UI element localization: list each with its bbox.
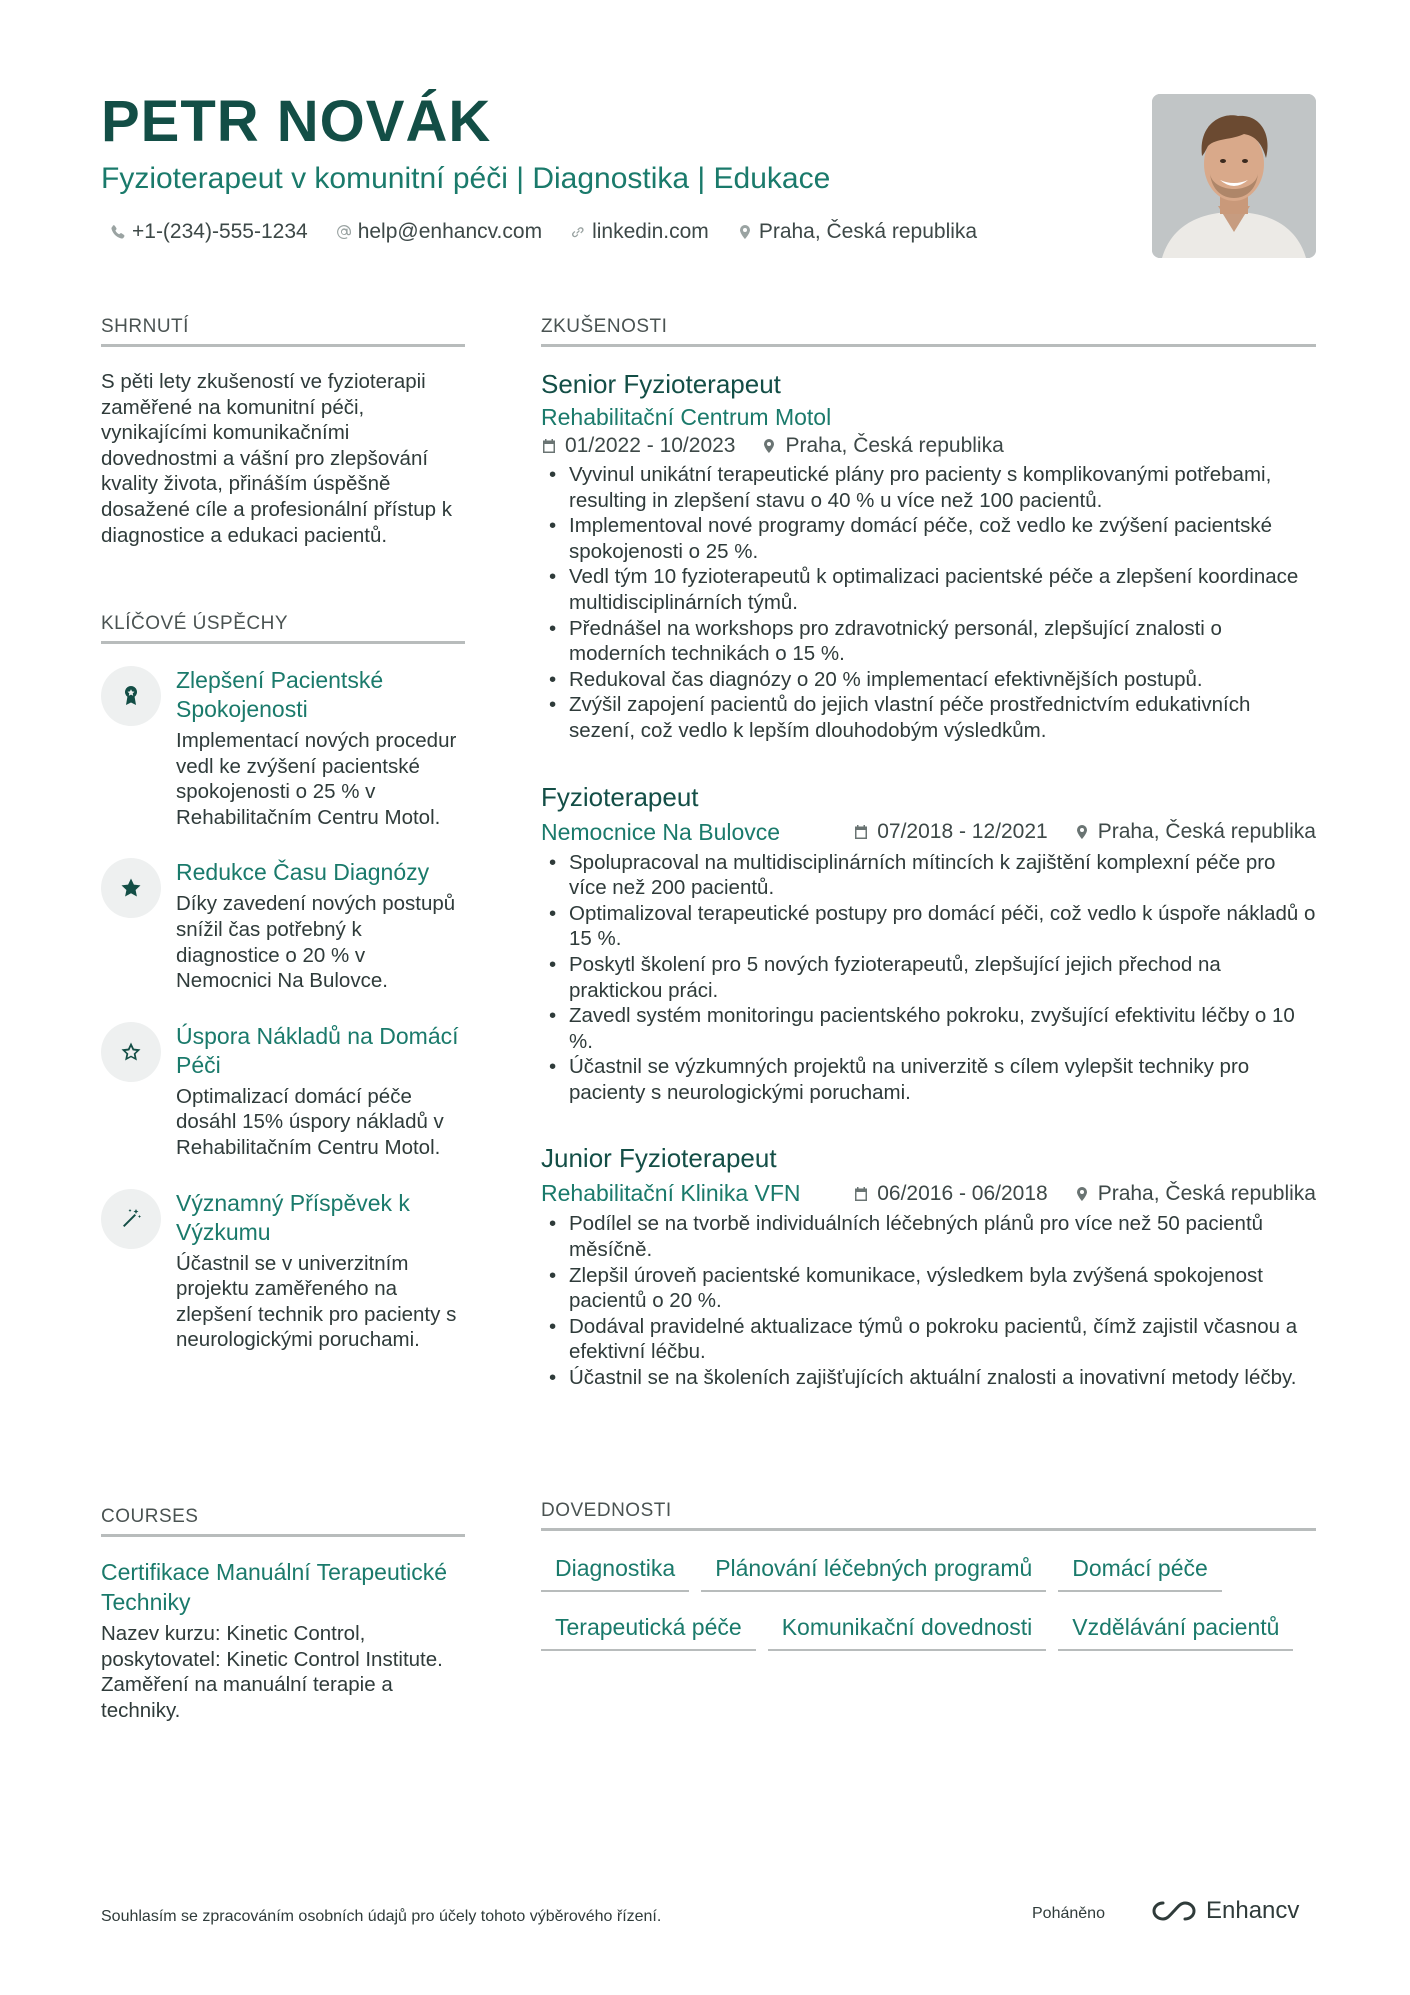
brand-name: Enhancv bbox=[1206, 1897, 1300, 1924]
contact-row bbox=[110, 220, 977, 244]
location-pin-icon bbox=[1074, 1186, 1090, 1202]
summary-heading: SHRNUTÍ bbox=[101, 316, 465, 347]
bullet-item: • Zvýšil zapojení pacientů do jejich vlastní péče prostřednictvím edukativních sezení, což vedlo k lepším dlouhodobým výsledkům. bbox=[541, 692, 1316, 743]
skill-tag: Plánování léčebných programů bbox=[701, 1549, 1046, 1592]
magic-wand-icon bbox=[119, 1207, 143, 1231]
achievement-item bbox=[101, 1189, 465, 1353]
enhancv-logo-icon bbox=[1152, 1899, 1198, 1923]
skills-section bbox=[541, 1500, 1316, 1651]
achievement-item bbox=[101, 858, 465, 993]
skills-list bbox=[541, 1549, 1301, 1651]
achievements-section bbox=[101, 613, 465, 1353]
bullet-item: • Dodával pravidelné aktualizace týmů o pokroku pacientů, čímž zajistil včasnou a efektivní léčbu. bbox=[541, 1314, 1316, 1365]
achievement-title: Zlepšení Pacientské Spokojenosti bbox=[176, 667, 384, 722]
experience-section bbox=[541, 316, 1316, 1391]
job-location bbox=[1074, 1182, 1316, 1206]
job-location-text: Praha, Česká republika bbox=[1097, 820, 1316, 844]
achievement-description: Díky zavedení nových postupů snížil čas potřebný k diagnostice o 20 % v Nemocnici Na Bulovce. bbox=[176, 892, 456, 993]
star-icon bbox=[119, 876, 143, 900]
location-pin-icon bbox=[1074, 824, 1090, 840]
bullet-item: • Poskytl školení pro 5 nových fyzioterapeutů, zlepšující jejich přechod na praktickou práci. bbox=[541, 952, 1316, 1003]
achievement-description: Účastnil se v univerzitním projektu zaměřeného na zlepšení technik pro pacienty s neurologickými poruchami. bbox=[176, 1251, 457, 1352]
candidate-headline: Fyzioterapeut v komunitní péči | Diagnostika | Edukace bbox=[101, 162, 831, 195]
achievement-item bbox=[101, 1022, 465, 1161]
skill-tag: Diagnostika bbox=[541, 1549, 689, 1592]
skill-tag: Domácí péče bbox=[1058, 1549, 1222, 1592]
job-dates-text: 01/2022 - 10/2023 bbox=[565, 434, 736, 457]
avatar bbox=[1152, 94, 1316, 258]
achievement-description: Optimalizací domácí péče dosáhl 15% úspory nákladů v Rehabilitačním Centru Motol. bbox=[176, 1084, 444, 1159]
location-pin-icon bbox=[761, 438, 777, 454]
job-bullets bbox=[541, 850, 1316, 1106]
job-dates bbox=[853, 1182, 1047, 1206]
skill-tag: Terapeutická péče bbox=[541, 1608, 756, 1651]
achievement-description: Implementací nových procedur vedl ke zvýšení pacientské spokojenosti o 25 % v Rehabilitačním Centru Motol. bbox=[176, 729, 457, 829]
skill-tag: Vzdělávání pacientů bbox=[1058, 1608, 1293, 1651]
location-text: Praha, Česká republika bbox=[758, 220, 978, 243]
summary-text: S pěti lety zkušeností ve fyzioterapii zaměřené na komunitní péči, vynikajícími komunikačními dovednostmi a vášní pro zlepšování kvality života, přináším úspěšně dosažené cíle a profesionální přístup k diagnostice a edukaci pacientů. bbox=[101, 370, 452, 547]
course-title: Certifikace Manuální Terapeutické Techniky bbox=[101, 1559, 448, 1615]
skills-heading: DOVEDNOSTI bbox=[541, 1500, 1316, 1531]
bullet-item: • Přednášel na workshops pro zdravotnický personál, zlepšující znalosti o moderních technikách o 15 %. bbox=[541, 616, 1316, 667]
bullet-item: • Účastnil se na školeních zajišťujících aktuální znalosti a inovativní metody léčby. bbox=[541, 1365, 1316, 1391]
bullet-item: • Vedl tým 10 fyzioterapeutů k optimalizaci pacientské péče a zlepšení koordinace multidisciplinárních týmů. bbox=[541, 564, 1316, 615]
summary-section bbox=[101, 316, 465, 548]
job-location-text: Praha, Česká republika bbox=[785, 434, 1004, 457]
job-entry bbox=[541, 1141, 1316, 1390]
job-dates-text: 06/2016 - 06/2018 bbox=[877, 1181, 1048, 1205]
calendar-icon bbox=[853, 824, 869, 840]
job-title: Fyzioterapeut bbox=[541, 781, 699, 812]
at-icon bbox=[336, 224, 352, 240]
phone-text: +1-(234)-555-1234 bbox=[132, 220, 308, 243]
bullet-item: • Zlepšil úroveň pacientské komunikace, výsledkem byla zvýšená spokojenost pacientů o 20 %. bbox=[541, 1263, 1316, 1314]
contact-location bbox=[737, 220, 977, 244]
contact-linkedin[interactable] bbox=[570, 220, 709, 244]
calendar-icon bbox=[853, 1186, 869, 1202]
calendar-icon bbox=[541, 438, 557, 454]
phone-icon bbox=[110, 224, 126, 240]
job-company: Rehabilitační Centrum Motol bbox=[541, 404, 832, 430]
bullet-item: • Účastnil se výzkumných projektů na univerzitě s cílem vylepšit techniky pro pacienty s neurologickými poruchami. bbox=[541, 1054, 1316, 1105]
job-title: Senior Fyzioterapeut bbox=[541, 369, 781, 399]
job-title: Junior Fyzioterapeut bbox=[541, 1143, 777, 1174]
bullet-item: • Vyvinul unikátní terapeutické plány pro pacienty s komplikovanými potřebami, resulting in zlepšení stavu o 40 % u více než 100 pacientů. bbox=[541, 462, 1316, 513]
achievement-title: Významný Příspěvek k Výzkumu bbox=[176, 1189, 410, 1245]
job-company: Rehabilitační Klinika VFN bbox=[541, 1180, 801, 1207]
job-company: Nemocnice Na Bulovce bbox=[541, 818, 781, 845]
contact-email[interactable] bbox=[336, 220, 542, 244]
star-outline-icon bbox=[119, 1040, 143, 1064]
consent-text: Souhlasím se zpracováním osobních údajů pro účely tohoto výběrového řízení. bbox=[101, 1908, 662, 1925]
courses-section bbox=[101, 1506, 465, 1723]
job-bullets bbox=[541, 1211, 1316, 1390]
candidate-name: PETR NOVÁK bbox=[101, 89, 492, 154]
job-location bbox=[1074, 820, 1316, 844]
bullet-item: • Optimalizoval terapeutické postupy pro domácí péči, což vedlo k úspoře nákladů o 15 %. bbox=[541, 901, 1316, 952]
enhancv-logo[interactable] bbox=[1152, 1897, 1299, 1925]
job-bullets bbox=[541, 462, 1316, 744]
link-icon bbox=[570, 224, 586, 240]
bullet-item: • Zavedl systém monitoringu pacientského pokroku, zvyšující efektivitu léčby o 10 %. bbox=[541, 1003, 1316, 1054]
experience-heading: ZKUŠENOSTI bbox=[541, 316, 1316, 347]
job-dates-text: 07/2018 - 12/2021 bbox=[877, 820, 1048, 844]
job-entry bbox=[541, 780, 1316, 1106]
contact-phone bbox=[110, 220, 308, 244]
location-pin-icon bbox=[737, 224, 753, 240]
powered-by-label: Poháněno bbox=[1032, 1905, 1105, 1922]
skill-tag: Komunikační dovednosti bbox=[768, 1608, 1047, 1651]
email-text: help@enhancv.com bbox=[357, 220, 543, 243]
achievement-item bbox=[101, 666, 465, 830]
bullet-item: • Podílel se na tvorbě individuálních léčebných plánů pro více než 50 pacientů měsíčně. bbox=[541, 1211, 1316, 1262]
achievement-title: Redukce Času Diagnózy bbox=[176, 859, 430, 886]
bullet-item: • Redukoval čas diagnózy o 20 % implementací efektivnějších postupů. bbox=[541, 667, 1316, 693]
bullet-item: • Spolupracoval na multidisciplinárních mítincích k zajištění komplexní péče pro více než 200 pacientů. bbox=[541, 850, 1316, 901]
job-dates bbox=[541, 434, 735, 458]
award-icon bbox=[119, 684, 143, 708]
job-location-text: Praha, Česká republika bbox=[1097, 1181, 1316, 1205]
job-dates bbox=[853, 820, 1047, 844]
achievements-heading: KLÍČOVÉ ÚSPĚCHY bbox=[101, 613, 465, 644]
job-entry bbox=[541, 367, 1316, 744]
courses-heading: COURSES bbox=[101, 1506, 465, 1537]
job-location bbox=[761, 434, 1003, 458]
course-description: Nazev kurzu: Kinetic Control, poskytovatel: Kinetic Control Institute. Zaměření na manuální terapie a techniky. bbox=[101, 1622, 443, 1722]
profile-photo bbox=[1152, 94, 1316, 258]
bullet-item: • Implementoval nové programy domácí péče, což vedlo ke zvýšení pacientské spokojenosti o 25 %. bbox=[541, 513, 1316, 564]
achievement-title: Úspora Nákladů na Domácí Péči bbox=[176, 1022, 459, 1078]
linkedin-text: linkedin.com bbox=[592, 220, 709, 243]
